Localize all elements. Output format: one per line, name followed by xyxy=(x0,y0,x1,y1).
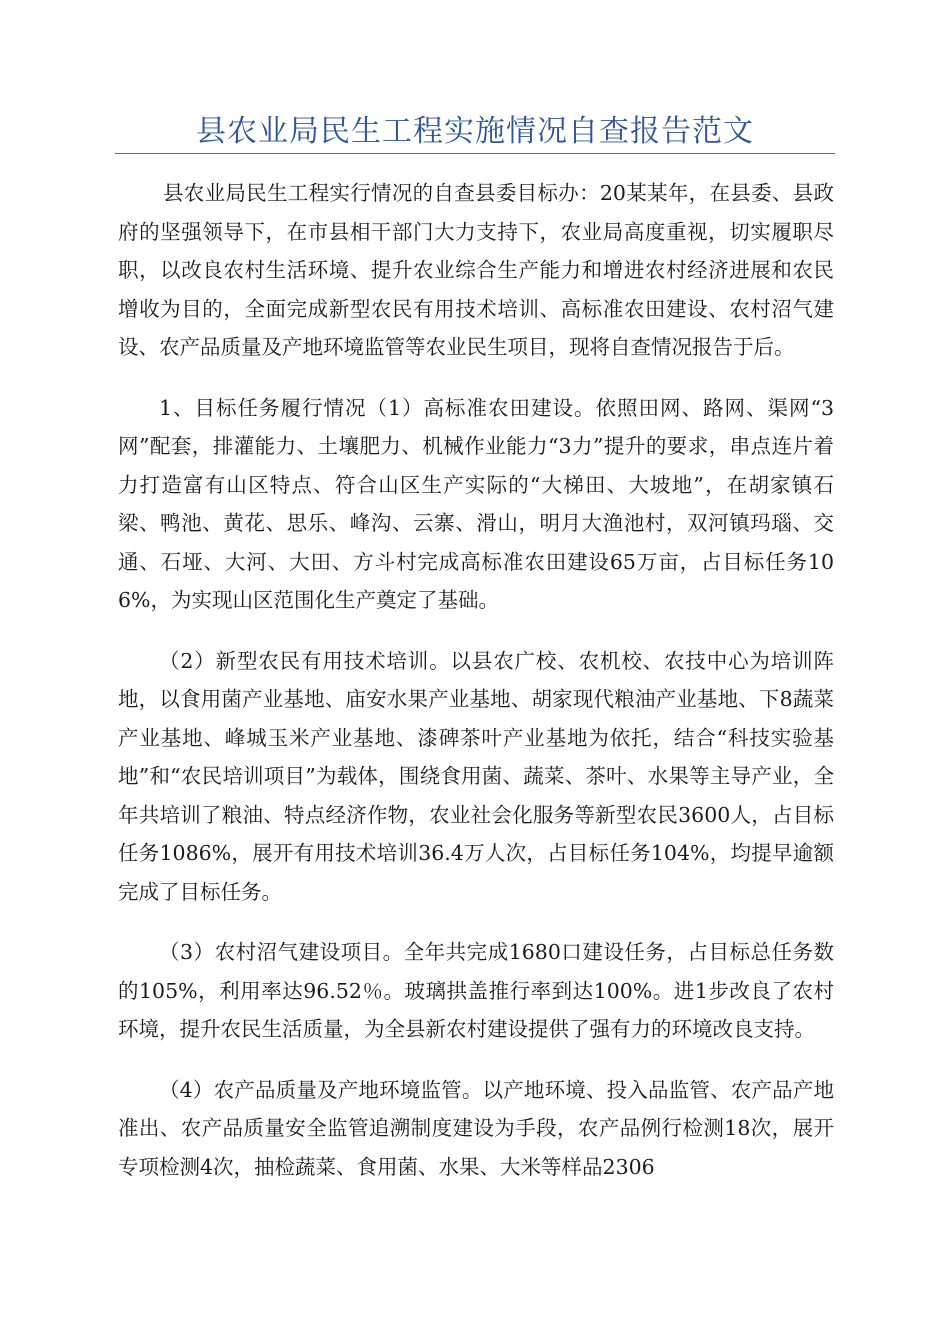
document-title: 县农业局民生工程实施情况自查报告范文 xyxy=(196,114,754,149)
paragraph-biogas: （3）农村沼气建设项目。全年共完成1680口建设任务，占目标总任务数的105%，利用率达96.52％。玻璃拱盖推行率到达100%。进1步改良了农村环境，提升农民生活质量，为全县新农村建设提供了强有力的环境改良支持。 xyxy=(118,940,834,1041)
paragraph-intro: 县农业局民生工程实行情况的自查县委目标办：20某某年，在县委、县政府的坚强领导下，在市县相干部门大力支持下，农业局高度重视，切实履职尽职，以改良农村生活环境、提升农业综合生产能力和增进农村经济进展和农民增收为目的，全面完成新型农民有用技术培训、高标准农田建设、农村沼气建设、农产品质量及产地环境监管等农业民生项目，现将自查情况报告于后。 xyxy=(118,181,834,359)
title-underline xyxy=(115,153,835,154)
paragraph-farmland: 1、目标任务履行情况（1）高标准农田建设。依照田网、路网、渠网“3网”配套，排灌能力、土壤肥力、机械作业能力“3力”提升的要求，串点连片着力打造富有山区特点、符合山区生产实际的“大梯田、大坡地”，在胡家镇石梁、鸭池、黄花、思乐、峰沟、云寨、滑山，明月大渔池村，双河镇玛瑙、交通、石垭、大河、大田、方斗村完成高标准农田建设65万亩，占目标任务106%，为实现山区范围化生产奠定了基础。 xyxy=(118,395,834,612)
document-body xyxy=(118,174,834,1208)
paragraph-training: （2）新型农民有用技术培训。以县农广校、农机校、农技中心为培训阵地，以食用菌产业基地、庙安水果产业基地、胡家现代粮油产业基地、下8蔬菜产业基地、峰城玉米产业基地、漆碑茶叶产业基地为依托，结合“科技实验基地”和“农民培训项目”为载体，围绕食用菌、蔬菜、茶叶、水果等主导产业，全年共培训了粮油、特点经济作物，农业社会化服务等新型农民3600人，占目标任务1086%，展开有用技术培训36.4万人次，占目标任务104%，均提早逾额完成了目标任务。 xyxy=(118,648,834,904)
paragraph-quality: （4）农产品质量及产地环境监管。以产地环境、投入品监管、农产品产地准出、农产品质量安全监管追溯制度建设为手段，农产品例行检测18次，展开专项检测4次，抽检蔬菜、食用菌、水果、大米等样品2306 xyxy=(118,1077,834,1179)
